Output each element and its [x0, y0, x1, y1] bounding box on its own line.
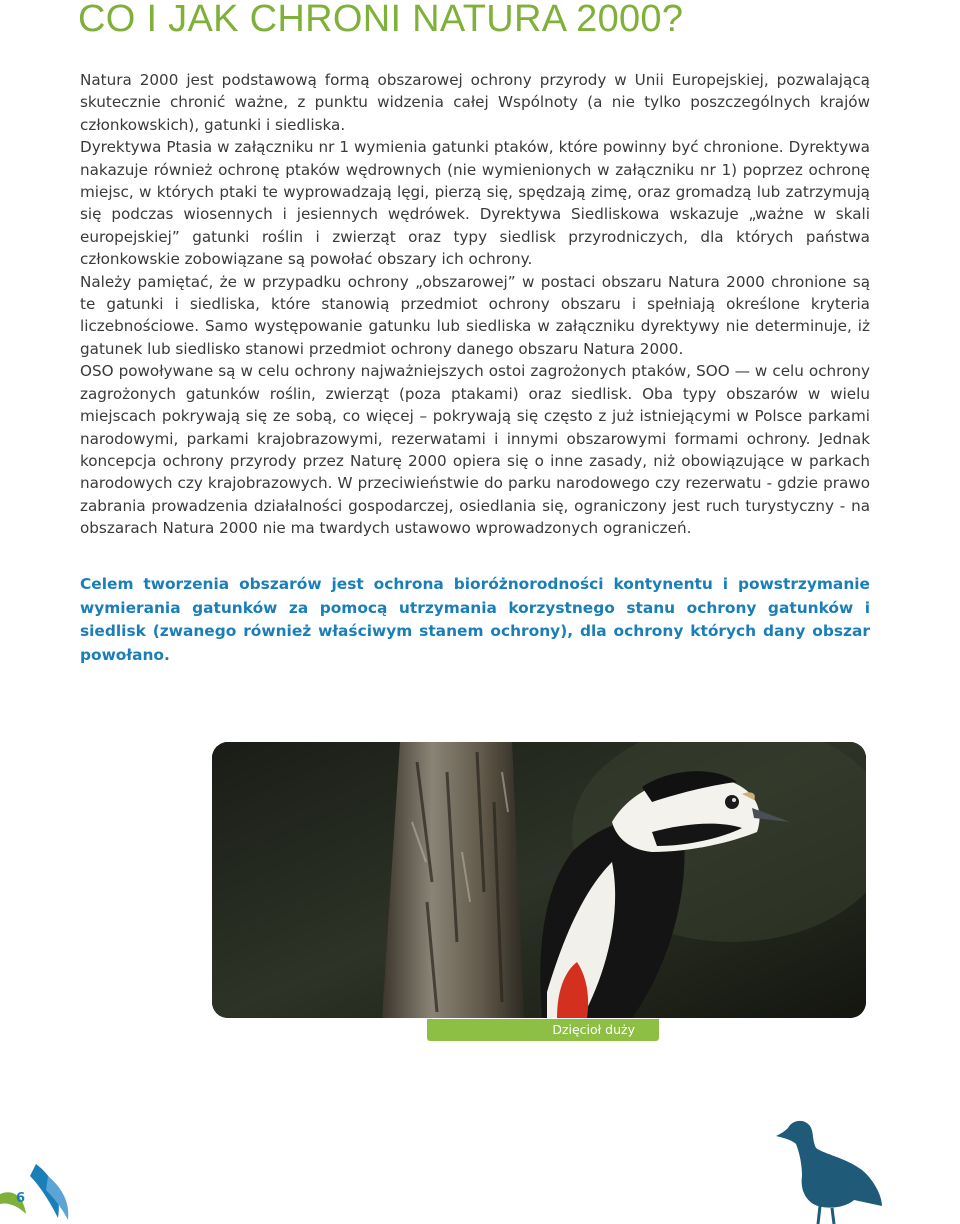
page-number: 6 — [16, 1191, 26, 1206]
highlight-statement: Celem tworzenia obszarów jest ochrona bioróżnorodności kontynentu i powstrzymanie wymierania gatunków za pomocą utrzymania korzystnego stanu ochrony gatunków i siedlisk (zwanego również właściwym stanem ochrony), dla ochrony których dany obszar powołano. — [80, 575, 870, 664]
paragraph-oso-soo: OSO powoływane są w celu ochrony najważniejszych ostoi zagrożonych ptaków, SOO — w celu ochrony zagrożonych gatunków roślin, zwierząt (poza ptakami) oraz siedlisk. Oba typy obszarów w wielu miejscach pokrywają się ze sobą, co więcej – pokrywają się często z już istniejącymi w Polsce parkami narodowymi, parkami krajobrazowymi, rezerwatami i innymi obszarowymi formami ochrony. Jednak koncepcja ochrony przyrody przez Naturę 2000 opiera się o inne zasady, niż obowiązujące w parkach narodowych czy krajobrazowych. W przeciwieństwie do parku narodowego czy rezerwatu - gdzie prawo zabrania prowadzenia działalności gospodarczej, osiedlania się, ograniczony jest ruch turystyczny - na obszarach Natura 2000 nie ma twardych ustawowo wprowadzonych ograniczeń. — [80, 362, 870, 538]
seagull-icon — [770, 1114, 885, 1224]
page-title: CO I JAK CHRONI NATURA 2000? — [78, 0, 684, 40]
woodpecker-illustration — [212, 742, 866, 1018]
paragraph-directives: Dyrektywa Ptasia w załączniku nr 1 wymienia gatunki ptaków, które powinny być chronione. Dyrektywa nakazuje również ochronę ptaków wędrownych (nie wymienionych w załączniku nr 1) poprzez ochronę miejsc, w których ptaki te wyprowadzają lęgi, pierzą się, spędzają zimę, oraz gromadzą lub zatrzymują się podczas wiosennych i jesiennych wędrówek. Dyrektywa Siedliskowa wskazuje „ważne w skali europejskiej” gatunki roślin i zwierząt oraz typy siedlisk przyrodniczych, dla których państwa członkowskie zobowiązane są powołać obszary ich ochrony. — [80, 138, 870, 269]
woodpecker-photo — [212, 742, 866, 1018]
body-text — [80, 69, 870, 540]
paragraph-protection-scope: Należy pamiętać, że w przypadku ochrony „obszarowej” w postaci obszaru Natura 2000 chronione są te gatunki i siedliska, które stanowią przedmiot ochrony obszaru i spełniają określone kryteria liczebnościowe. Samo występowanie gatunku lub siedliska w załączniku dyrektywy nie determinuje, iż gatunek lub siedlisko stanowi przedmiot ochrony danego obszaru Natura 2000. — [80, 272, 870, 358]
photo-caption: Dzięcioł duży — [427, 1019, 659, 1041]
natura-logo-icon — [0, 1158, 80, 1224]
paragraph-intro: Natura 2000 jest podstawową formą obszarowej ochrony przyrody w Unii Europejskiej, pozwalającą skutecznie chronić ważne, z punktu widzenia całej Wspólnoty (a nie tylko poszczególnych krajów członkowskich), gatunki i siedliska. — [80, 71, 870, 134]
